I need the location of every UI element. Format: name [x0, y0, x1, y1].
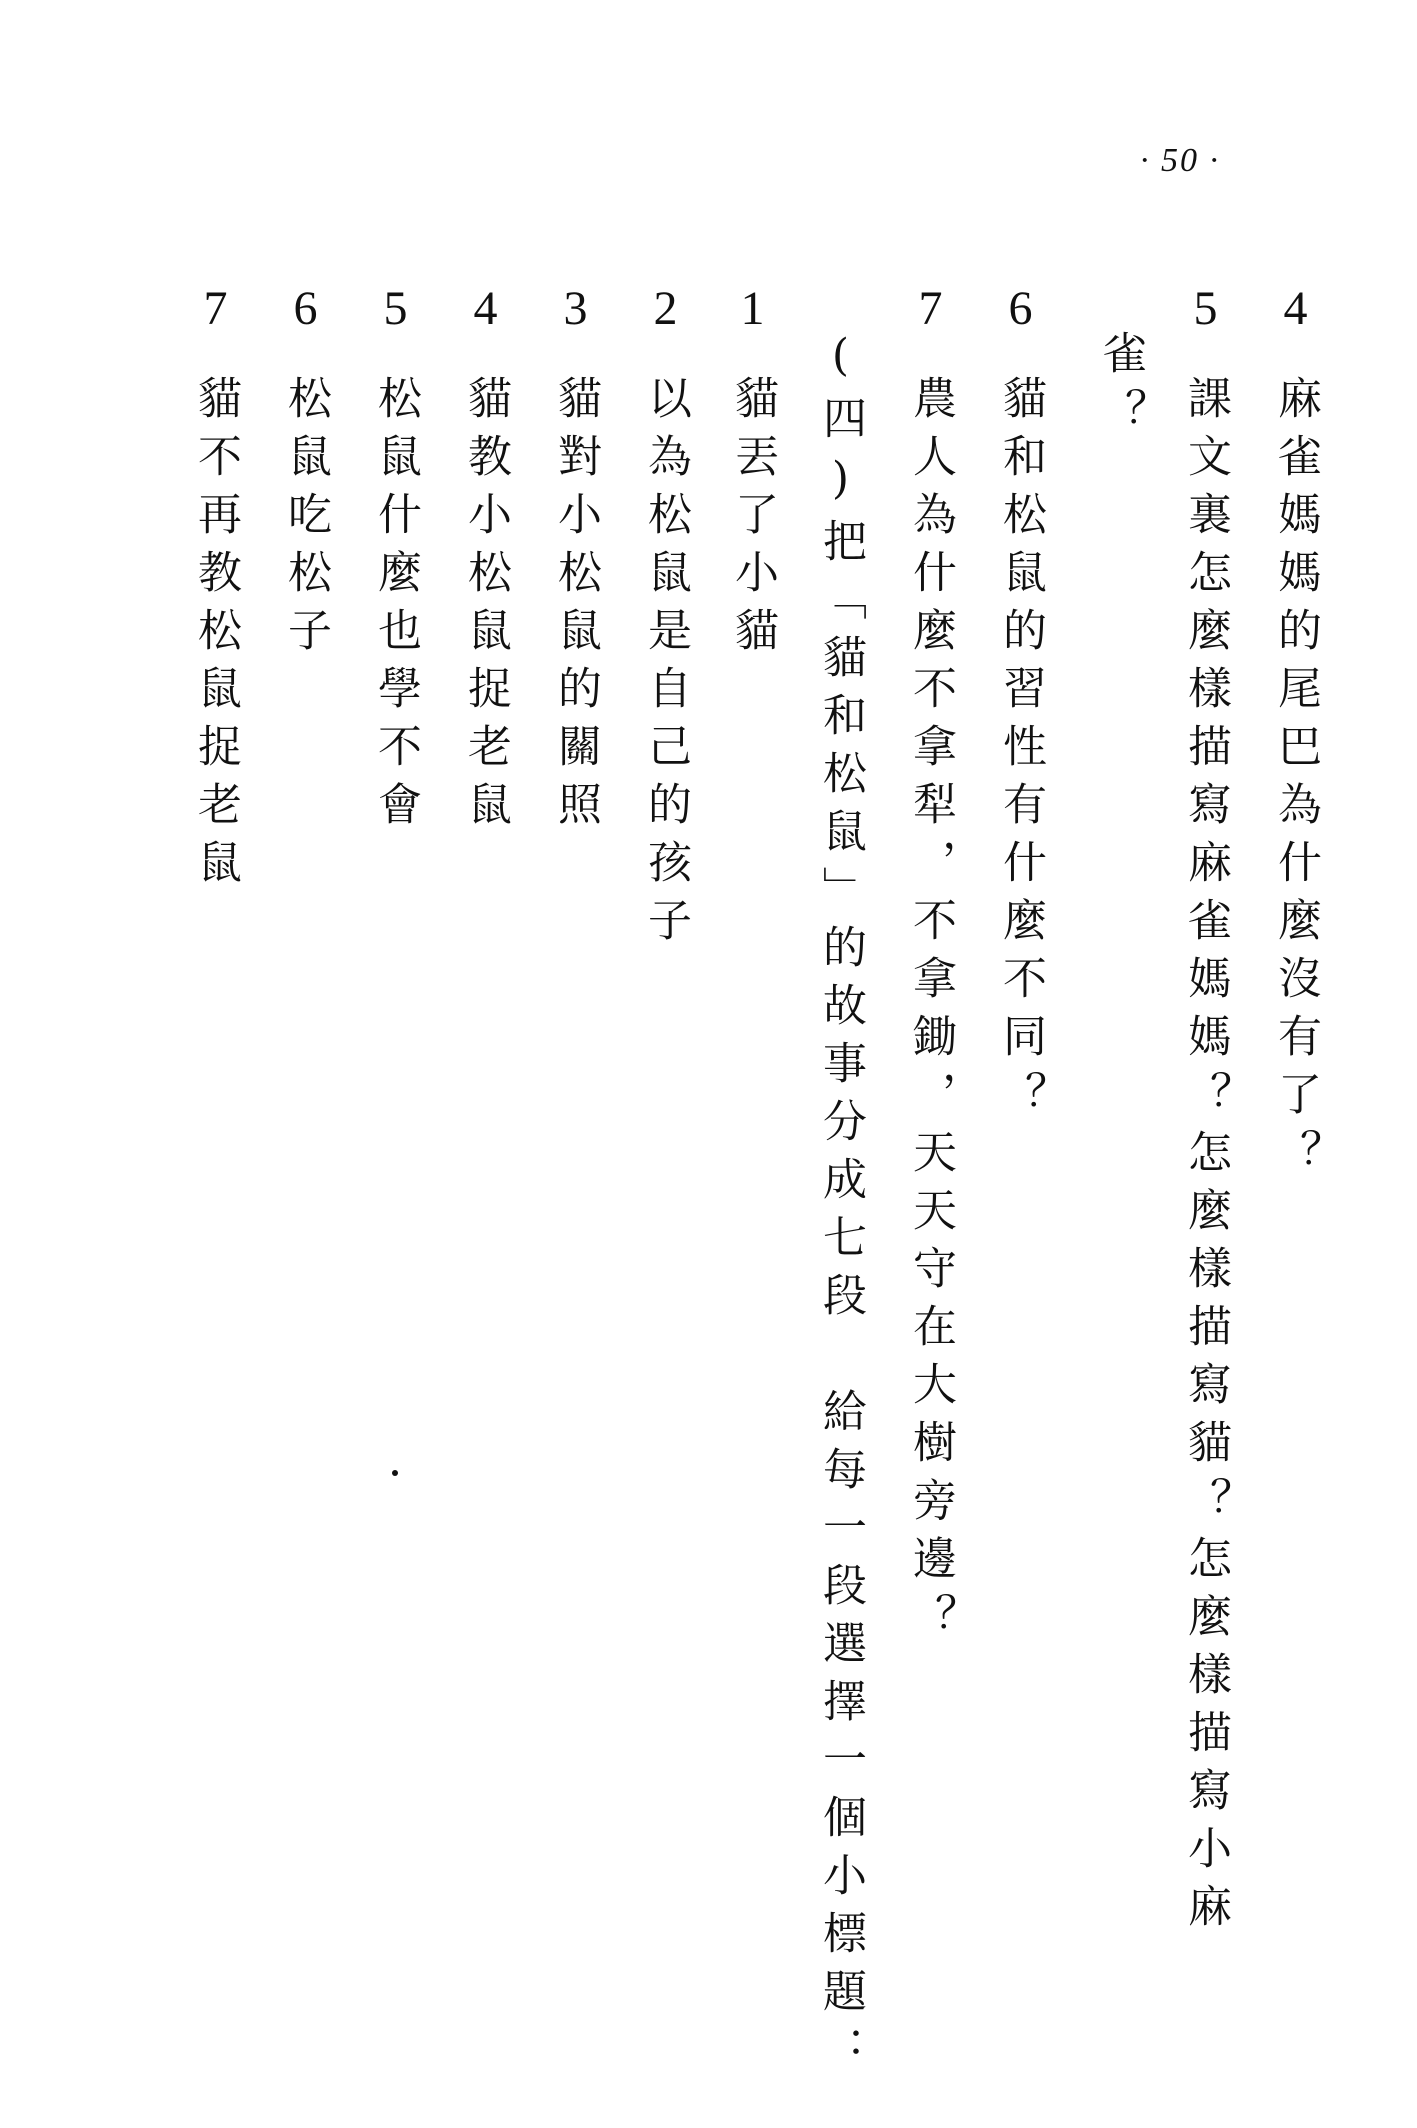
question-line-5 — [1165, 282, 1245, 1941]
item-number: 1 — [726, 282, 779, 335]
question-text: 麻雀媽媽的尾巴為什麼沒有了？ — [1270, 375, 1321, 1187]
item-number: 6 — [279, 282, 332, 335]
title-option-3 — [535, 282, 615, 839]
question-text: 農人為什麼不拿犁，不拿鋤，天天守在大樹旁邊？ — [905, 375, 956, 1651]
item-number: 2 — [639, 282, 692, 335]
item-number: 5 — [369, 282, 422, 335]
title-option-1 — [712, 282, 792, 665]
ink-speck — [392, 1470, 398, 1476]
title-option-2 — [625, 282, 705, 955]
title-option-5 — [355, 282, 435, 839]
exercise-four-instruction — [800, 330, 880, 2084]
item-number: 4 — [459, 282, 512, 335]
item-number: 7 — [904, 282, 957, 335]
title-text: 貓對小松鼠的關照 — [550, 375, 601, 839]
question-line-5-continuation — [1080, 330, 1160, 446]
item-number: 5 — [1179, 282, 1232, 335]
title-option-4 — [445, 282, 525, 839]
question-line-4 — [1255, 282, 1335, 1187]
question-text: 雀？ — [1095, 330, 1146, 446]
question-text: 課文裏怎麼樣描寫麻雀媽媽？怎麼樣描寫貓？怎麼樣描寫小麻 — [1180, 375, 1231, 1941]
title-text: 貓不再教松鼠捉老鼠 — [190, 375, 241, 897]
title-text: 貓丟了小貓 — [727, 375, 778, 665]
item-number: 6 — [994, 282, 1047, 335]
question-line-7 — [890, 282, 970, 1651]
item-number: 4 — [1269, 282, 1322, 335]
title-text: 貓教小松鼠捉老鼠 — [460, 375, 511, 839]
title-text: 松鼠什麼也學不會 — [370, 375, 421, 839]
question-text: 貓和松鼠的習性有什麼不同？ — [995, 375, 1046, 1129]
title-text: 以為松鼠是自己的孩子 — [640, 375, 691, 955]
page-number: · 50 · — [1140, 142, 1220, 179]
title-option-7 — [175, 282, 255, 897]
title-text: 松鼠吃松子 — [280, 375, 331, 665]
item-number: 7 — [189, 282, 242, 335]
item-number: 3 — [549, 282, 602, 335]
title-option-6 — [265, 282, 345, 665]
question-line-6 — [980, 282, 1060, 1129]
instruction-text: (四)把「貓和松鼠」的故事分成七段 給每一段選擇一個小標題： — [815, 330, 866, 2084]
